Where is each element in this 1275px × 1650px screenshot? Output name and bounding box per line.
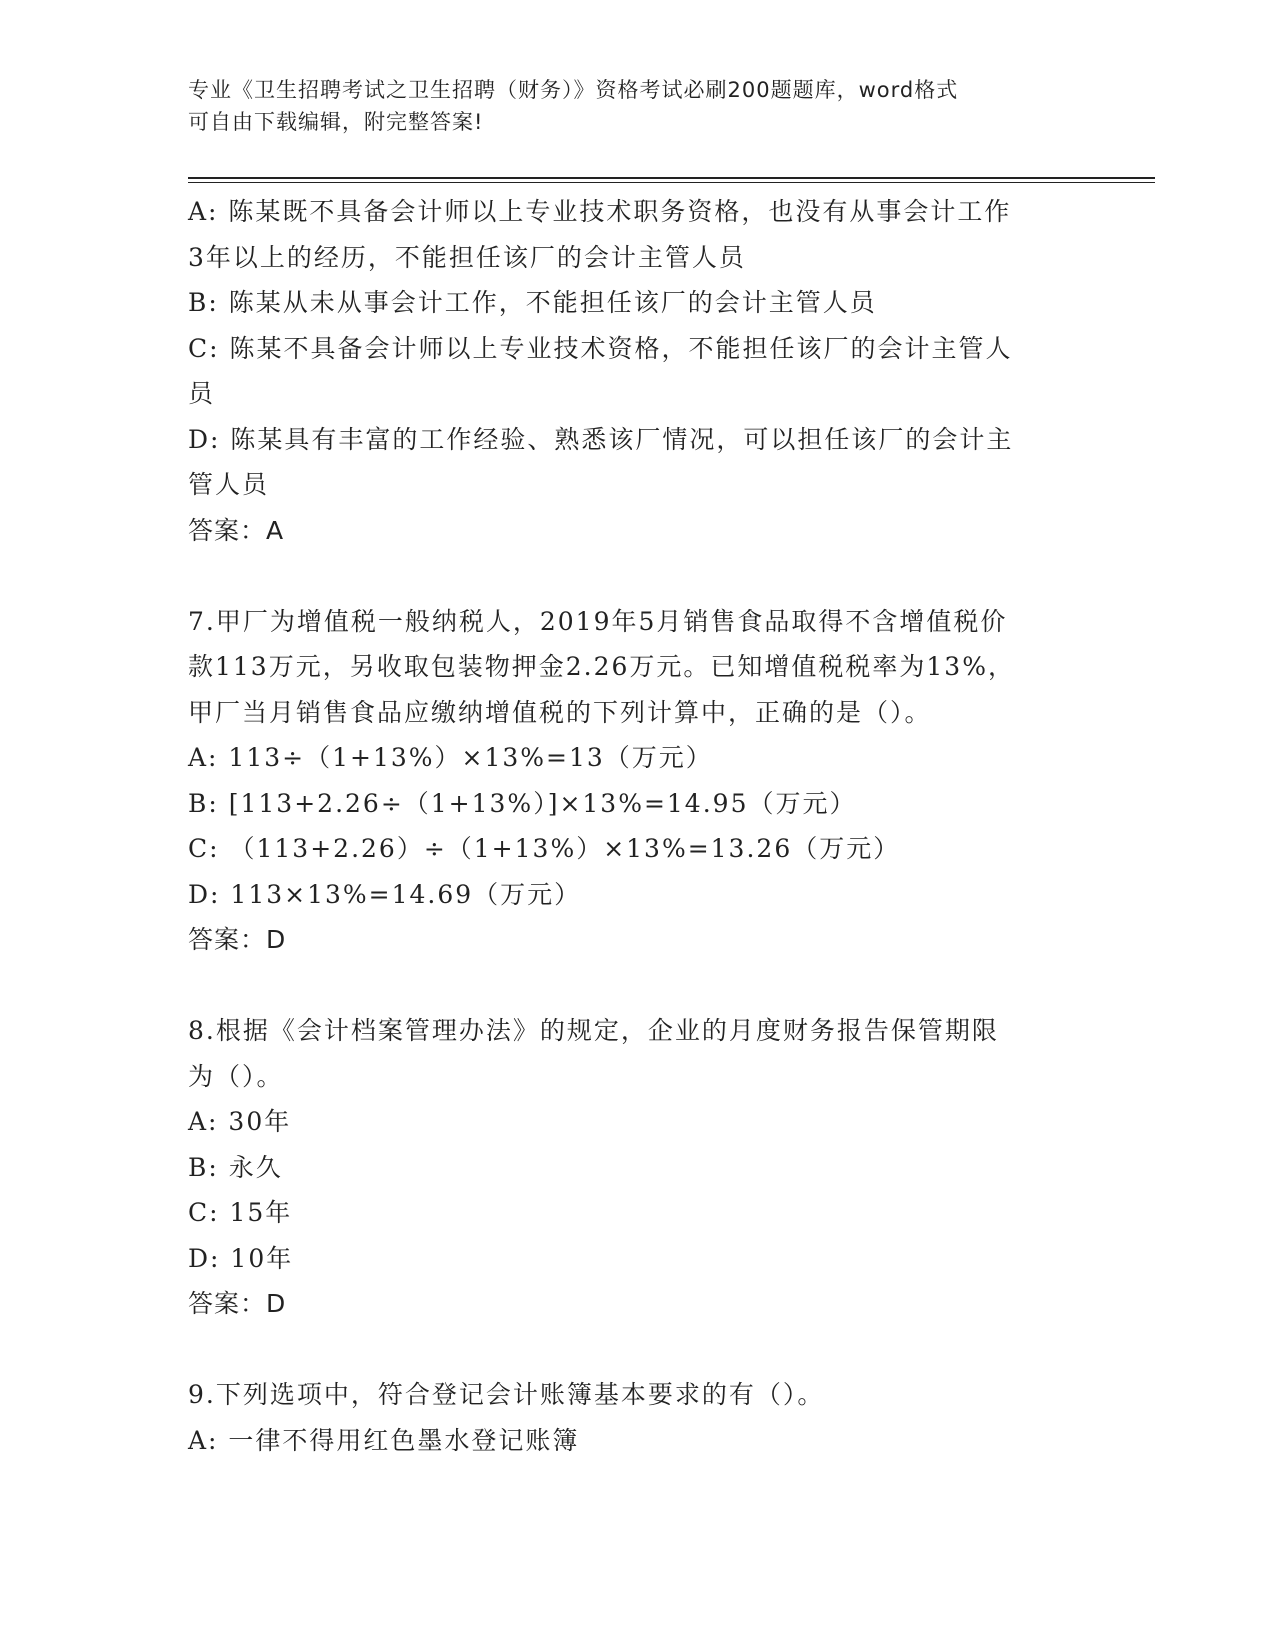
q6-option-a-line-2: 3年以上的经历，不能担任该厂的会计主管人员 [188,242,746,272]
q6-option-a-line-1: A: 陈某既不具备会计师以上专业技术职务资格，也没有从事会计工作 [188,197,1012,226]
q7-option-a: A: 113÷（1+13%）×13%=13（万元） [188,743,713,772]
q9-option-a: A: 一律不得用红色墨水登记账簿 [188,1425,580,1455]
question-9-block [188,1372,1078,1463]
q6-option-c-line-1: C: 陈某不具备会计师以上专业技术资格，不能担任该厂的会计主管人 [188,333,1013,363]
header-divider-thin [188,182,1155,183]
q6-answer: 答案：A [188,515,285,545]
q7-option-c: C: （113+2.26）÷（1+13%）×13%=13.26（万元） [188,834,901,863]
q7-stem-line-3: 甲厂当月销售食品应缴纳增值税的下列计算中，正确的是（）。 [188,697,932,727]
header-divider-thick [188,177,1155,179]
header-line-2: 可自由下载编辑，附完整答案! [188,110,484,134]
q6-option-d-line-2: 管人员 [188,470,270,499]
q7-answer: 答案：D [188,925,287,954]
q6-option-b: B: 陈某从未从事会计工作，不能担任该厂的会计主管人员 [188,288,877,317]
question-8-block [188,1008,1078,1327]
q8-stem-line-2: 为（）。 [188,1061,284,1091]
q7-option-d: D: 113×13%=14.69（万元） [188,879,582,909]
q8-option-a: A: 30年 [188,1107,292,1136]
q6-option-d-line-1: D: 陈某具有丰富的工作经验、熟悉该厂情况，可以担任该厂的会计主 [188,424,1014,454]
document-header [188,74,1068,138]
question-6-block [188,189,1078,553]
q8-stem-line-1: 8.根据《会计档案管理办法》的规定，企业的月度财务报告保管期限 [188,1016,999,1045]
q7-stem-line-2: 款113万元，另收取包装物押金2.26万元。已知增值税税率为13%， [188,652,1015,681]
q8-option-d: D: 10年 [188,1243,294,1273]
header-line-1: 专业《卫生招聘考试之卫生招聘（财务）》资格考试必刷200题题库，word格式 [188,78,959,102]
spacer [188,553,1078,599]
q8-option-c: C: 15年 [188,1198,293,1227]
q7-option-b: B: [113+2.26÷（1+13%）]×13%=14.95（万元） [188,788,857,818]
question-7-block [188,599,1078,963]
q9-stem: 9.下列选项中，符合登记会计账簿基本要求的有（）。 [188,1380,825,1409]
q7-stem-line-1: 7.甲厂为增值税一般纳税人，2019年5月销售食品取得不含增值税价 [188,606,1008,636]
q6-option-c-line-2: 员 [188,379,216,408]
q8-answer: 答案：D [188,1289,287,1318]
q8-option-b: B: 永久 [188,1152,283,1182]
document-body [188,189,1078,1463]
spacer [188,1327,1078,1373]
spacer [188,963,1078,1009]
